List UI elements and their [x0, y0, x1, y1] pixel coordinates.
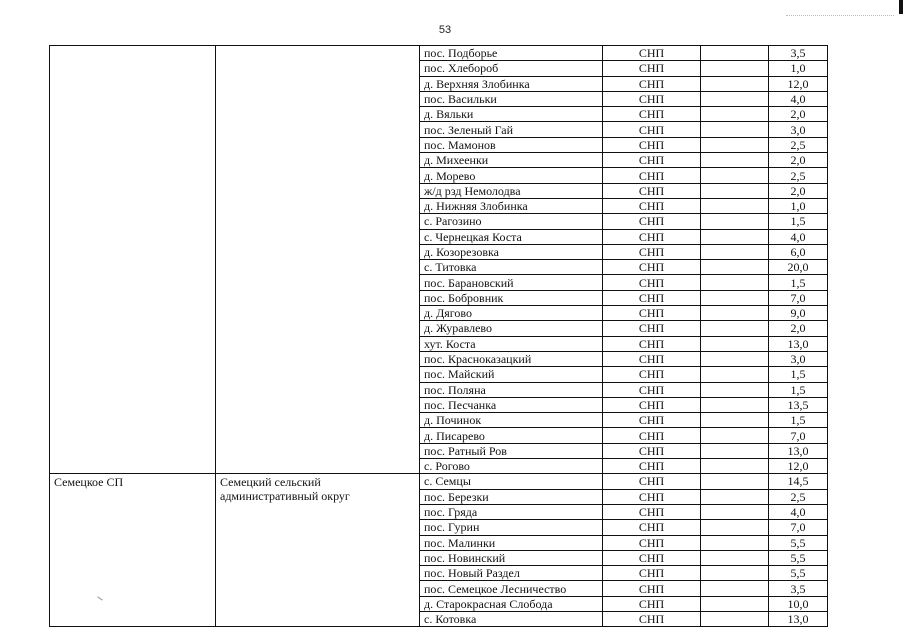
distance-cell: 4,0 [769, 229, 828, 244]
settlement-name-cell: д. Вяльки [420, 107, 603, 122]
settlement-type-cell: СНП [603, 459, 701, 474]
distance-cell: 14,5 [769, 474, 828, 489]
distance-cell: 1,5 [769, 382, 828, 397]
settlement-type-cell: СНП [603, 611, 701, 626]
settlement-name-cell: д. Козорезовка [420, 244, 603, 259]
empty-cell [701, 198, 769, 213]
settlement-type-cell: СНП [603, 153, 701, 168]
district-cell [216, 46, 420, 474]
empty-cell [701, 535, 769, 550]
distance-cell: 1,0 [769, 198, 828, 213]
settlement-type-cell: СНП [603, 168, 701, 183]
settlement-name-cell: пос. Зеленый Гай [420, 122, 603, 137]
empty-cell [701, 596, 769, 611]
region-cell: Семецкое СП [50, 474, 216, 627]
distance-cell: 3,0 [769, 351, 828, 366]
settlement-name-cell: д. Писарево [420, 428, 603, 443]
settlement-name-cell: ж/д рзд Немолодва [420, 183, 603, 198]
table-row [50, 46, 828, 61]
distance-cell: 12,0 [769, 459, 828, 474]
scan-corner-mark [899, 0, 903, 14]
distance-cell: 2,5 [769, 489, 828, 504]
settlement-name-cell: с. Рагозино [420, 214, 603, 229]
empty-cell [701, 183, 769, 198]
settlement-name-cell: пос. Березки [420, 489, 603, 504]
distance-cell: 3,5 [769, 46, 828, 61]
distance-cell: 4,0 [769, 504, 828, 519]
distance-cell: 1,5 [769, 413, 828, 428]
settlement-name-cell: пос. Песчанка [420, 397, 603, 412]
settlement-type-cell: СНП [603, 596, 701, 611]
settlement-name-cell: пос. Майский [420, 367, 603, 382]
empty-cell [701, 137, 769, 152]
settlement-name-cell: пос. Подборье [420, 46, 603, 61]
empty-cell [701, 336, 769, 351]
settlement-name-cell: д. Нижняя Злобинка [420, 198, 603, 213]
distance-cell: 9,0 [769, 306, 828, 321]
settlement-name-cell: д. Старокрасная Слобода [420, 596, 603, 611]
scan-noise-line [786, 15, 894, 16]
settlement-name-cell: д. Дягово [420, 306, 603, 321]
empty-cell [701, 428, 769, 443]
distance-cell: 13,5 [769, 397, 828, 412]
distance-cell: 2,0 [769, 183, 828, 198]
settlement-type-cell: СНП [603, 520, 701, 535]
settlement-type-cell: СНП [603, 76, 701, 91]
settlement-type-cell: СНП [603, 489, 701, 504]
empty-cell [701, 290, 769, 305]
settlement-type-cell: СНП [603, 107, 701, 122]
empty-cell [701, 214, 769, 229]
distance-cell: 2,5 [769, 137, 828, 152]
empty-cell [701, 413, 769, 428]
settlement-type-cell: СНП [603, 382, 701, 397]
settlement-name-cell: д. Верхняя Злобинка [420, 76, 603, 91]
settlement-type-cell: СНП [603, 122, 701, 137]
distance-cell: 2,0 [769, 107, 828, 122]
settlement-type-cell: СНП [603, 275, 701, 290]
settlement-name-cell: пос. Гряда [420, 504, 603, 519]
empty-cell [701, 244, 769, 259]
empty-cell [701, 122, 769, 137]
settlement-type-cell: СНП [603, 535, 701, 550]
settlement-type-cell: СНП [603, 367, 701, 382]
distance-cell: 20,0 [769, 260, 828, 275]
distance-cell: 7,0 [769, 520, 828, 535]
empty-cell [701, 443, 769, 458]
empty-cell [701, 168, 769, 183]
settlement-name-cell: пос. Мамонов [420, 137, 603, 152]
distance-cell: 7,0 [769, 428, 828, 443]
settlement-name-cell: пос. Барановский [420, 275, 603, 290]
empty-cell [701, 489, 769, 504]
settlement-type-cell: СНП [603, 397, 701, 412]
settlement-name-cell: пос. Малинки [420, 535, 603, 550]
page-number: 53 [438, 24, 452, 36]
settlement-type-cell: СНП [603, 351, 701, 366]
settlement-name-cell: пос. Гурин [420, 520, 603, 535]
distance-cell: 2,5 [769, 168, 828, 183]
empty-cell [701, 459, 769, 474]
settlement-name-cell: с. Котовка [420, 611, 603, 626]
settlement-name-cell: д. Починок [420, 413, 603, 428]
empty-cell [701, 46, 769, 61]
settlement-type-cell: СНП [603, 91, 701, 106]
settlement-type-cell: СНП [603, 550, 701, 565]
settlement-name-cell: с. Титовка [420, 260, 603, 275]
settlement-type-cell: СНП [603, 306, 701, 321]
settlement-type-cell: СНП [603, 443, 701, 458]
settlement-name-cell: с. Семцы [420, 474, 603, 489]
settlement-name-cell: пос. Новинский [420, 550, 603, 565]
settlement-name-cell: пос. Хлебороб [420, 61, 603, 76]
settlement-name-cell: пос. Ратный Ров [420, 443, 603, 458]
settlements-table-body [50, 46, 828, 627]
settlement-name-cell: хут. Коста [420, 336, 603, 351]
empty-cell [701, 91, 769, 106]
empty-cell [701, 260, 769, 275]
empty-cell [701, 550, 769, 565]
distance-cell: 13,0 [769, 336, 828, 351]
distance-cell: 5,5 [769, 535, 828, 550]
settlement-type-cell: СНП [603, 581, 701, 596]
settlement-name-cell: пос. Семецкое Лесничество [420, 581, 603, 596]
distance-cell: 2,0 [769, 153, 828, 168]
settlement-type-cell: СНП [603, 566, 701, 581]
distance-cell: 13,0 [769, 443, 828, 458]
distance-cell: 10,0 [769, 596, 828, 611]
distance-cell: 1,5 [769, 214, 828, 229]
settlement-type-cell: СНП [603, 336, 701, 351]
settlement-type-cell: СНП [603, 214, 701, 229]
distance-cell: 5,5 [769, 566, 828, 581]
settlement-name-cell: с. Чернецкая Коста [420, 229, 603, 244]
empty-cell [701, 504, 769, 519]
distance-cell: 1,5 [769, 367, 828, 382]
settlement-name-cell: д. Журавлево [420, 321, 603, 336]
settlement-type-cell: СНП [603, 46, 701, 61]
empty-cell [701, 566, 769, 581]
distance-cell: 1,0 [769, 61, 828, 76]
distance-cell: 5,5 [769, 550, 828, 565]
settlement-type-cell: СНП [603, 413, 701, 428]
empty-cell [701, 611, 769, 626]
district-cell: Семецкий сельский административный округ [216, 474, 420, 627]
settlements-table [49, 45, 828, 627]
distance-cell: 12,0 [769, 76, 828, 91]
settlement-type-cell: СНП [603, 260, 701, 275]
empty-cell [701, 107, 769, 122]
empty-cell [701, 61, 769, 76]
settlement-type-cell: СНП [603, 198, 701, 213]
empty-cell [701, 397, 769, 412]
empty-cell [701, 275, 769, 290]
distance-cell: 3,5 [769, 581, 828, 596]
region-cell [50, 46, 216, 474]
empty-cell [701, 367, 769, 382]
empty-cell [701, 229, 769, 244]
settlement-type-cell: СНП [603, 428, 701, 443]
settlement-type-cell: СНП [603, 61, 701, 76]
settlement-name-cell: пос. Бобровник [420, 290, 603, 305]
distance-cell: 6,0 [769, 244, 828, 259]
distance-cell: 2,0 [769, 321, 828, 336]
settlement-name-cell: с. Рогово [420, 459, 603, 474]
settlement-name-cell: д. Михеенки [420, 153, 603, 168]
distance-cell: 4,0 [769, 91, 828, 106]
settlement-type-cell: СНП [603, 137, 701, 152]
settlement-type-cell: СНП [603, 474, 701, 489]
empty-cell [701, 76, 769, 91]
empty-cell [701, 581, 769, 596]
settlement-type-cell: СНП [603, 183, 701, 198]
distance-cell: 13,0 [769, 611, 828, 626]
settlement-name-cell: пос. Красноказацкий [420, 351, 603, 366]
empty-cell [701, 474, 769, 489]
settlement-name-cell: пос. Васильки [420, 91, 603, 106]
empty-cell [701, 153, 769, 168]
settlement-type-cell: СНП [603, 229, 701, 244]
distance-cell: 7,0 [769, 290, 828, 305]
distance-cell: 3,0 [769, 122, 828, 137]
settlement-type-cell: СНП [603, 504, 701, 519]
settlement-type-cell: СНП [603, 244, 701, 259]
settlement-type-cell: СНП [603, 321, 701, 336]
table-row [50, 474, 828, 489]
empty-cell [701, 321, 769, 336]
settlement-name-cell: д. Морево [420, 168, 603, 183]
distance-cell: 1,5 [769, 275, 828, 290]
settlement-name-cell: пос. Поляна [420, 382, 603, 397]
empty-cell [701, 306, 769, 321]
empty-cell [701, 382, 769, 397]
empty-cell [701, 351, 769, 366]
settlement-name-cell: пос. Новый Раздел [420, 566, 603, 581]
empty-cell [701, 520, 769, 535]
settlement-type-cell: СНП [603, 290, 701, 305]
